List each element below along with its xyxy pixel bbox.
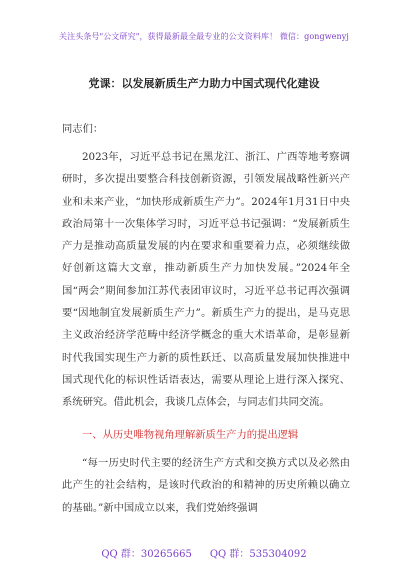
section-heading-text: 一、从历史唯物视角理解新质生产力的提出逻辑 xyxy=(82,429,299,441)
footer-qq-group-2: QQ 群：535304092 xyxy=(209,549,307,560)
footer-qq-group-1: QQ 群：30265665 xyxy=(101,549,192,560)
paragraph-1-text: 2023年，习近平总书记在黑龙江、浙江、广西等地考察调研时，多次提出要整合科技创新资源，引领发展战略性新兴产业和未来产业，“加快形成新质生产力”。2024年1月31日中央政治局第十一次集体学习时，习近平总书记强调：“发展新质生产力是推动高质量发展的内在要求和重要着力点，必须继续做好创新这篇大文章，推动新质生产力加快发展。”2024年全国“两会”期间参加江苏代表团审议时，习近平总书记再次强调要“因地制宜发展新质生产力”。新质生产力的提出，是马克思主义政治经济学范畴中经济学概念的重大术语革命，是彰显新时代我国实现生产力新的质性跃迁、以高质量发展加快推进中国式现代化的标识性话语表达，需要从理论上进行深入探究、系统研究。借此机会，我谈几点体会，与同志们共同交流。 xyxy=(62,151,350,409)
section-heading xyxy=(62,426,298,441)
header-banner: 关注头条号"公文研究"，获得最新最全最专业的公文资料库！ 微信：gongwenyj xyxy=(59,32,349,41)
body-paragraph-1 xyxy=(62,146,350,414)
body-paragraph-2 xyxy=(62,452,350,519)
footer xyxy=(0,545,408,560)
document-title: 党课：以发展新质生产力助力中国式现代化建设 xyxy=(88,77,320,90)
paragraph-2-text: “每一历史时代主要的经济生产方式和交换方式以及必然由此产生的社会结构，是该时代政治的和精神的历史所赖以确立的基础。”新中国成立以来，我们党始终强调 xyxy=(62,457,350,514)
salutation: 同志们： xyxy=(62,123,104,135)
